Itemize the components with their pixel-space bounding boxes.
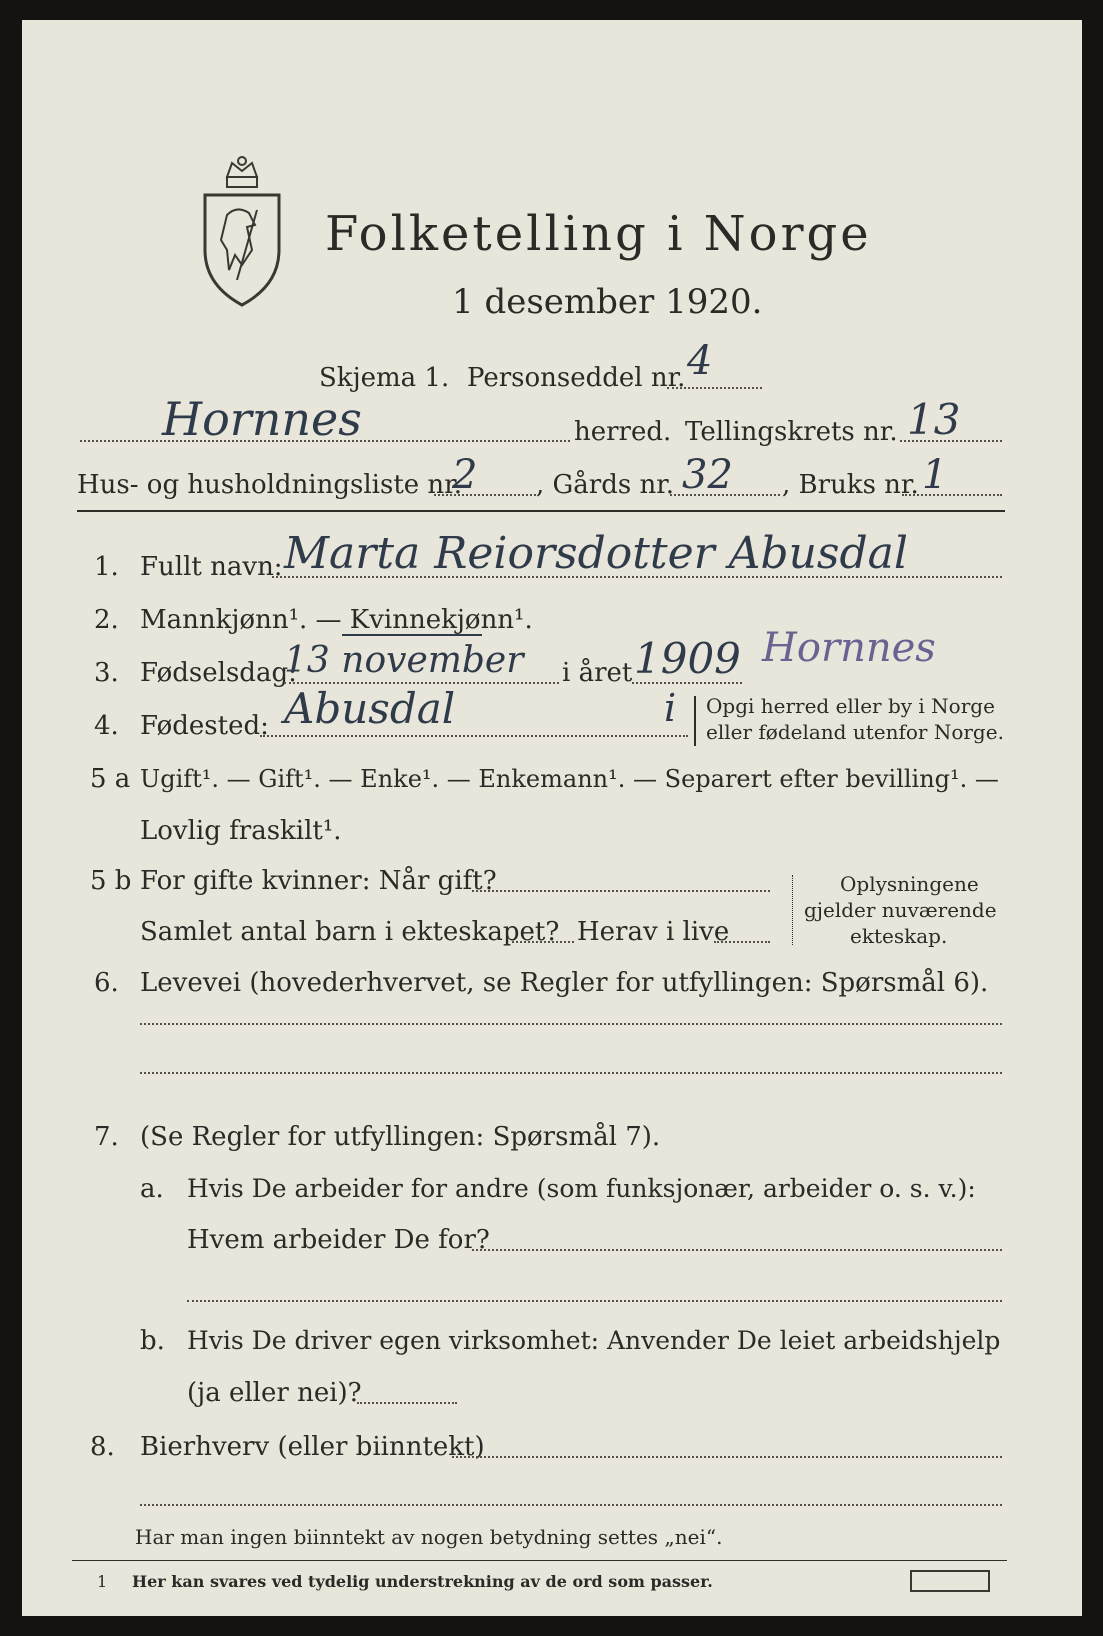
q3-year-label: i året — [562, 658, 633, 688]
q4-note-line2: eller fødeland utenfor Norge. — [706, 720, 1004, 744]
q6-label: Levevei (hovederhvervet, se Regler for utfyllingen: Spørsmål 6). — [140, 968, 989, 998]
header-divider — [77, 510, 1005, 512]
q3-number: 3. — [94, 658, 119, 688]
q1-value: Marta Reiorsdotter Abusdal — [284, 528, 908, 579]
herred-value: Hornnes — [162, 392, 362, 446]
q2-number: 2. — [94, 605, 119, 635]
footnote-number: 1 — [97, 1572, 108, 1591]
q5b-married-field-line — [472, 890, 770, 892]
q4-value: Abusdal — [284, 684, 456, 733]
bruks-field-line — [902, 494, 1002, 496]
q8-label: Bierhverv (eller biinntekt) — [140, 1432, 485, 1462]
q7a-line1: Hvis De arbeider for andre (som funksjonær, arbeider o. s. v.): — [187, 1174, 976, 1203]
q5b-line1: For gifte kvinner: Når gift? — [140, 866, 497, 896]
q4-label: Fødested: — [140, 711, 269, 741]
personseddel-value: 4 — [687, 338, 713, 384]
personseddel-label: Personseddel nr. — [467, 363, 686, 393]
q3-year-value: 1909 — [634, 634, 741, 683]
q5b-note-line3: ekteskap. — [850, 924, 948, 948]
q5a-line2: Lovlig fraskilt¹. — [140, 816, 342, 846]
q2-label: Mannkjønn¹. — Kvinnekjønn¹. — [140, 605, 533, 635]
tellingskrets-value: 13 — [907, 395, 961, 444]
q2-underline-mark — [342, 634, 482, 636]
hus-label: Hus- og husholdningsliste nr. — [77, 470, 463, 500]
personseddel-field-line — [667, 387, 762, 389]
q4-note-line1: Opgi herred eller by i Norge — [706, 694, 995, 718]
q7a-field-line1 — [472, 1249, 1002, 1251]
hus-field-line — [434, 494, 536, 496]
q7-label: (Se Regler for utfyllingen: Spørsmål 7). — [140, 1122, 661, 1152]
q3-extra-place: Hornnes — [762, 625, 936, 671]
printer-stamp — [910, 1570, 990, 1592]
herred-label: herred. — [574, 417, 672, 447]
q7b-letter: b. — [140, 1326, 165, 1356]
q1-number: 1. — [94, 552, 119, 582]
skjema-label: Skjema 1. — [319, 363, 450, 393]
q5b-children-label: Samlet antal barn i ekteskapet? — [140, 917, 560, 947]
q7-number: 7. — [94, 1122, 119, 1152]
q5a-line1: Ugift¹. — Gift¹. — Enke¹. — Enkemann¹. — Separert efter bevilling¹. — — [140, 765, 999, 793]
q8-field-line1 — [452, 1456, 1002, 1458]
q4-extra: i — [664, 686, 677, 730]
q5b-alive-field-line — [714, 941, 770, 943]
q4-field-line — [260, 735, 688, 737]
q5b-children-field-line — [512, 941, 574, 943]
q7a-letter: a. — [140, 1174, 164, 1204]
form-title: Folketelling i Norge — [325, 206, 872, 262]
footer-divider — [72, 1560, 1007, 1561]
form-date: 1 desember 1920. — [452, 282, 763, 322]
tellingskrets-label: Tellingskrets nr. — [685, 417, 898, 447]
q5b-bracket — [792, 875, 797, 945]
q8-number: 8. — [90, 1432, 115, 1462]
q5b-note-line1: Oplysningene — [840, 872, 979, 896]
footer-note: Har man ingen biinntekt av nogen betydning settes „nei“. — [135, 1525, 723, 1549]
q6-field-line2 — [140, 1072, 1002, 1074]
q7b-field-line — [357, 1402, 457, 1404]
q5b-note-line2: gjelder nuværende — [804, 898, 997, 922]
gards-label: , Gårds nr. — [536, 470, 675, 500]
q6-field-line1 — [140, 1023, 1002, 1025]
q5b-number: 5 b — [90, 866, 132, 896]
q7a-line2: Hvem arbeider De for? — [187, 1225, 490, 1255]
q4-number: 4. — [94, 711, 119, 741]
q7b-line2: (ja eller nei)? — [187, 1378, 362, 1408]
census-form-sheet — [22, 20, 1082, 1616]
q3-label: Fødselsdag: — [140, 658, 297, 688]
bruks-label: , Bruks nr. — [782, 470, 919, 500]
footnote-text: Her kan svares ved tydelig understrekning av de ord som passer. — [132, 1572, 713, 1591]
q5b-alive-label: Herav i live — [577, 917, 730, 947]
q3-value: 13 november — [284, 640, 524, 681]
q1-label: Fullt navn: — [140, 552, 283, 582]
hus-value: 2 — [452, 452, 478, 498]
gards-value: 32 — [682, 452, 733, 498]
coat-of-arms-emblem — [197, 155, 287, 310]
q8-field-line2 — [140, 1504, 1002, 1506]
q4-bracket — [694, 696, 702, 746]
q7b-line1: Hvis De driver egen virksomhet: Anvender De leiet arbeidshjelp — [187, 1326, 1001, 1355]
q5a-number: 5 a — [90, 764, 131, 794]
q7a-field-line2 — [187, 1300, 1002, 1302]
q6-number: 6. — [94, 968, 119, 998]
bruks-value: 1 — [922, 452, 948, 498]
